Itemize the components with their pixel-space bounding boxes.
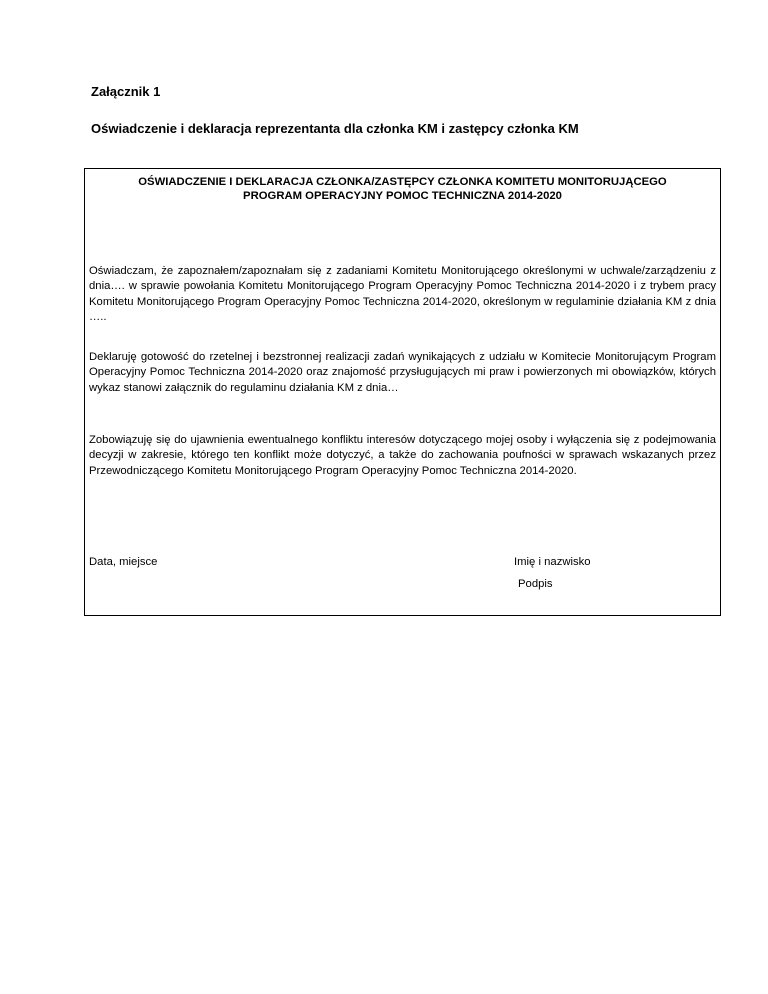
signature-label: Podpis: [518, 578, 553, 590]
declaration-title-line-1: OŚWIADCZENIE I DEKLARACJA CZŁONKA/ZASTĘPCY CZŁONKA KOMITETU MONITORUJĄCEGO: [138, 176, 667, 188]
name-label: Imię i nazwisko: [514, 556, 591, 568]
declaration-title: [85, 175, 720, 203]
date-place-label: Data, miejsce: [89, 556, 158, 568]
statement-paragraph: Oświadczam, że zapoznałem/zapoznałam się z zadaniami Komitetu Monitorującego określonymi w uchwale/zarządzeniu z dnia…. w sprawie powołania Komitetu Monitorującego Program Operacyjny Pomoc Techniczna 2014-2020 i z trybem pracy Komitetu Monitorującego Program Operacyjny Pomoc Techniczna 2014-2020, określonym w regulaminie działania KM z dnia …..: [89, 265, 716, 323]
document-heading: Oświadczenie i deklaracja reprezentanta dla członka KM i zastępcy członka KM: [91, 121, 579, 136]
attachment-label: Załącznik 1: [91, 84, 161, 99]
declaration-box: [84, 168, 721, 616]
commitment-paragraph: Zobowiązuję się do ujawnienia ewentualnego konfliktu interesów dotyczącego mojej osoby i wyłączenia się z podejmowania decyzji w zakresie, którego ten konflikt może dotyczyć, a także do zachowania poufności w sprawach wskazanych przez Przewodniczącego Komitetu Monitorującego Program Operacyjny Pomoc Techniczna 2014-2020.: [89, 434, 716, 477]
declaration-paragraph: Deklaruję gotowość do rzetelnej i bezstronnej realizacji zadań wynikających z udziału w Komitecie Monitorującym Program Operacyjny Pomoc Techniczna 2014-2020 oraz znajomość przysługujących mi praw i powierzonych mi obowiązków, których wykaz stanowi załącznik do regulaminu działania KM z dnia…: [89, 351, 716, 394]
declaration-title-line-2: PROGRAM OPERACYJNY POMOC TECHNICZNA 2014-2020: [243, 190, 562, 202]
